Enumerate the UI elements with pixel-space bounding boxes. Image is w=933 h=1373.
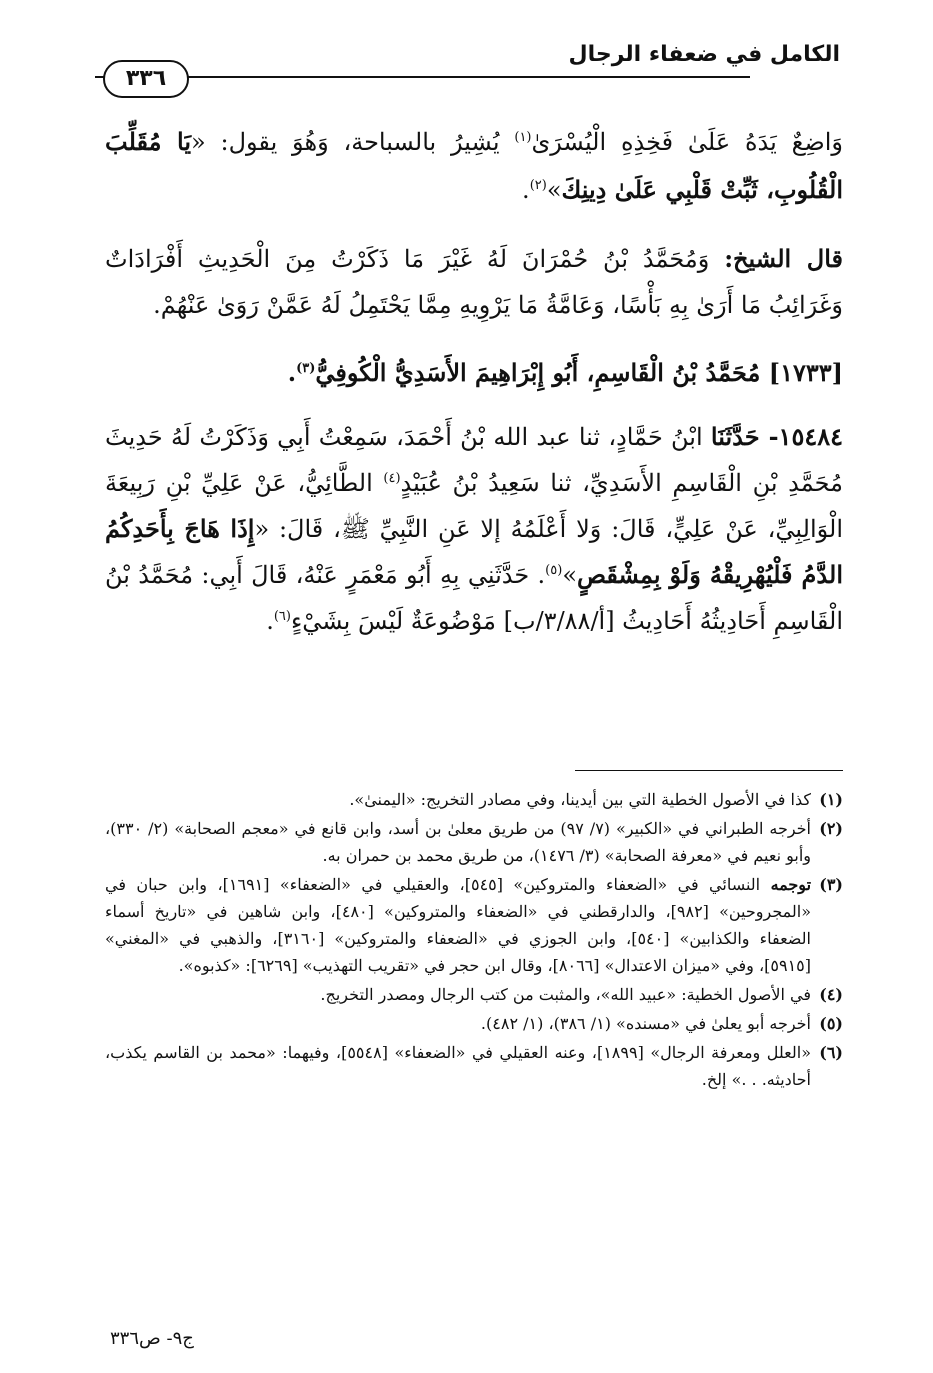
footnote-text: في الأصول الخطية: «عبيد الله»، والمثبت من كتب الرجال ومصدر التخريج. [320, 985, 811, 1004]
main-text [105, 118, 843, 666]
text-span: ابْنُ حَمَّادٍ، ثنا عبد الله بْنُ أَحْمَدَ، سَمِعْتُ أَبِي وَذَكَرْتُ لَهُ حَدِيثَ مُحَمَّدِ بْنِ الْقَاسِمِ الأَسَدِيِّ، ثنا سَعِيدُ بْنُ عُبَيْدٍ [105, 423, 843, 497]
footnote-text: «العلل ومعرفة الرجال» [١٨٩٩]، وعنه العقيلي في «الضعفاء» [٥٥٤٨]، وفيهما: «محمد بن القاسم يكذب، أحاديثه. . .» إلخ. [105, 1043, 812, 1089]
footnote-number: (٦) [819, 1043, 843, 1062]
hadith-number: ١٥٤٨٤- [759, 422, 843, 451]
footnote-number: (٥) [819, 1014, 843, 1033]
footnote-item [105, 815, 843, 869]
paragraph-sheikh-comment [105, 236, 843, 328]
footnote-number: (٢) [819, 819, 843, 838]
paragraph-hadith-15484 [105, 414, 843, 644]
footnote-marker: (٥) [545, 563, 563, 578]
footnote-text: النسائي في «الضعفاء والمتروكين» [٥٤٥]، والعقيلي في «الضعفاء» [١٦٩١]، وابن حبان في «المجروحين» [٩٨٢]، والدارقطني في «الضعفاء والمتروكين» [٤٨٠]، وابن شاهين في «تاريخ أسماء الضعفاء والكذابين» [٥٤٠]، وابن الجوزي في «الضعفاء والمتروكين» [٣١٦٠]، والذهبي في «المغني» [٥٩١٥]، وفي «ميزان الاعتدال» [٨٠٦٦]، وقال ابن حجر في «تقريب التهذيب» [٦٢٦٩]: «كذبوه». [105, 875, 812, 975]
footnotes [105, 786, 843, 1095]
footnote-text: أخرجه الطبراني في «الكبير» (٧/ ٩٧) من طريق معلىٰ بن أسد، وابن قانع في «معجم الصحابة» (٢/ ٣٣٠)، وأبو نعيم في «معرفة الصحابة» (٣/ ١٤٧٦)، من طريق محمد بن حمران به. [105, 819, 811, 865]
footnote-number: (١) [819, 790, 843, 809]
entry-heading [105, 350, 843, 396]
prophetic-quote: يَا مُقَلِّبَ الْقُلُوبِ، ثَبِّتْ قَلْبِي عَلَىٰ دِينِكَ [105, 127, 843, 204]
footnote-marker: (٤) [383, 471, 401, 486]
text-span: وَاضِعٌ يَدَهُ عَلَىٰ فَخِذِهِ الْيُسْرَىٰ [531, 128, 843, 156]
footnote-marker: (٢) [529, 178, 547, 193]
footnote-separator [575, 770, 843, 771]
page-number: ٣٣٦ [103, 60, 189, 98]
text-span: » [546, 176, 562, 204]
narration-verb: حَدَّثَنَا [710, 422, 760, 451]
sheikh-label: قال الشيخ: [724, 244, 844, 273]
footnote-item [105, 1010, 843, 1037]
footnote-item [105, 1039, 843, 1093]
heading-text: [١٧٣٣] مُحَمَّدُ بْنُ الْقَاسِمِ، أَبُو إِبْرَاهِيمَ الأَسَدِيُّ الْكُوفِيُّ [315, 358, 843, 387]
footnote-marker: (٣) [296, 361, 316, 376]
prophetic-quote: إِذَا هَاجَ بِأَحَدِكُمُ الدَّمُ فَلْيُهْرِيقْهُ وَلَوْ بِمِشْقَصٍ [105, 514, 843, 589]
text-span: الطَّائِيُّ، عَنْ عَلِيِّ بْنِ رَبِيعَةَ الْوَالِبِيِّ، عَنْ عَلِيٍّ، قَالَ: وَلا أَعْلَمُهُ إلا عَنِ النَّبِيِّ ﷺ، قَالَ: « [105, 469, 843, 543]
footnote-item [105, 981, 843, 1008]
footnote-number: (٣) [819, 875, 843, 894]
footnote-item [105, 871, 843, 979]
footnote-text: كذا في الأصول الخطية التي بين أيدينا، وفي مصادر التخريج: «اليمنىٰ». [349, 790, 811, 809]
footnote-marker: (٦) [273, 609, 291, 624]
text-span: . [287, 358, 297, 387]
footnote-item [105, 786, 843, 813]
footnote-number: (٤) [819, 985, 843, 1004]
text-span: . حَدَّثَنِي بِهِ أَبُو مَعْمَرٍ عَنْهُ، قَالَ أَبِي: مُحَمَّدُ بْنُ الْقَاسِمِ أَحَادِيثُهُ أَحَادِيثُ [أ/٣/٨٨/ب] مَوْضُوعَةٌ لَيْسَ بِشَيْءٍ [105, 561, 843, 635]
text-span: . [522, 176, 530, 204]
volume-page-reference: ج٩- ص٣٣٦ [110, 1328, 194, 1349]
text-span: وَمُحَمَّدُ بْنُ حُمْرَانَ لَهُ غَيْرَ مَا ذَكَرْتُ مِنَ الْحَدِيثِ أَفْرَادَاتٌ وَغَرَائِبُ مَا أَرَىٰ بِهِ بَأْسًا، وَعَامَّةُ مَا يَرْوِيهِ مِمَّا يَحْتَمِلُ لَهُ عَمَّنْ رَوَىٰ عَنْهُمْ. [105, 245, 843, 319]
running-title: الكامل في ضعفاء الرجال [568, 42, 840, 67]
footnote-text: أخرجه أبو يعلىٰ في «مسنده» (١/ ٣٨٦)، (١/ ٤٨٢). [480, 1014, 811, 1033]
text-span: . [266, 607, 274, 635]
page-header [95, 22, 840, 91]
paragraph-hadith-continuation [105, 118, 843, 214]
text-span: » [562, 561, 577, 589]
footnote-marker: (١) [514, 130, 532, 145]
text-span: يُشِيرُ بالسباحة، وَهُوَ يقول: « [191, 128, 515, 156]
header-rule [95, 76, 750, 78]
footnote-bold-lead: توجمه [770, 875, 812, 894]
